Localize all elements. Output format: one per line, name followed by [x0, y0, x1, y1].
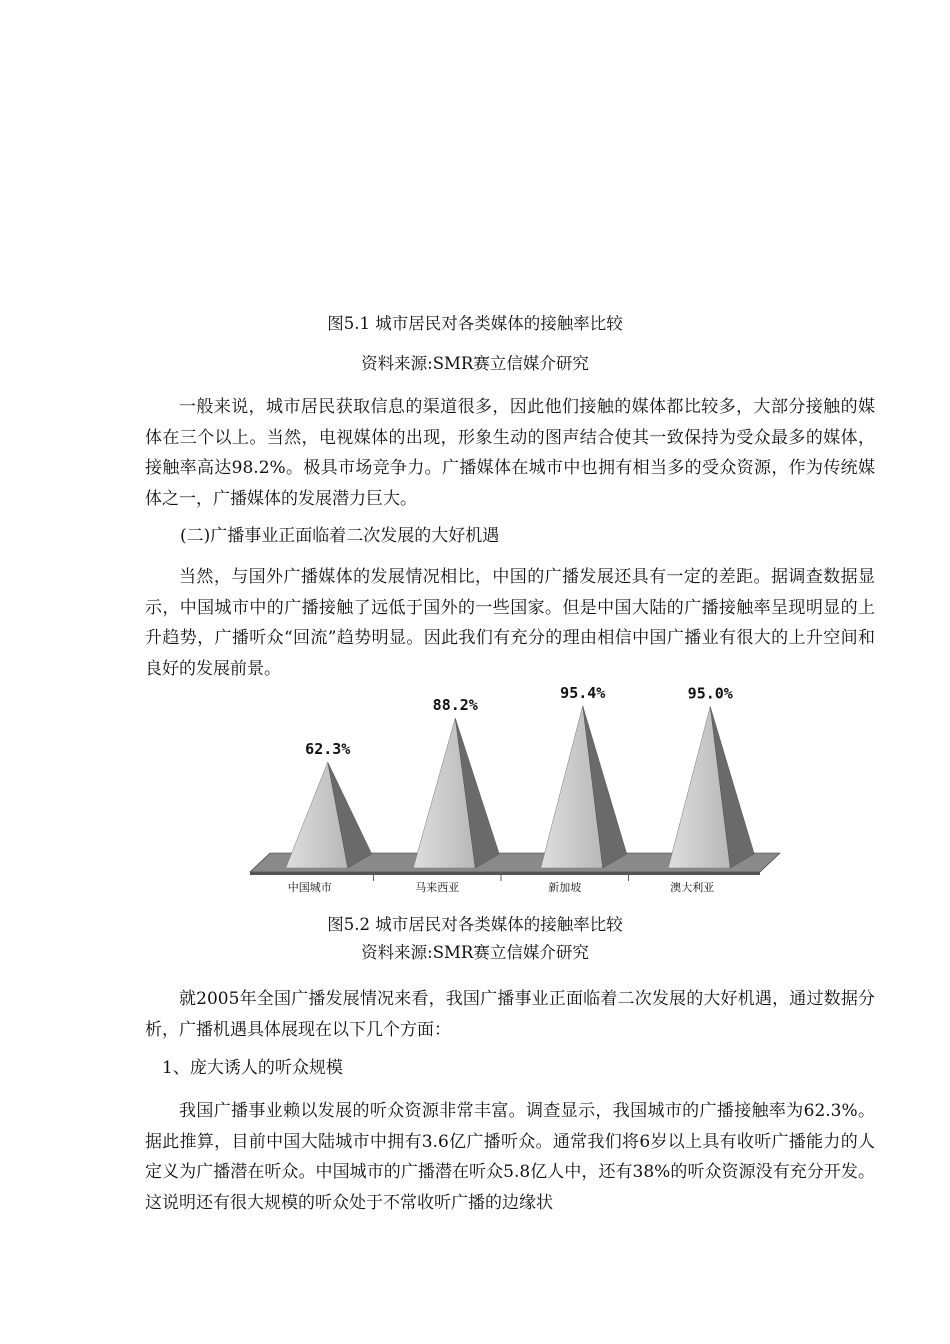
category-label-4: 澳大利亚 [670, 881, 715, 894]
value-label-3: 95.4% [560, 683, 606, 702]
figure-source-5-1: 资料来源:SMR赛立信媒介研究 [361, 354, 589, 373]
pyramid-chart [250, 683, 780, 900]
section-heading-2: (二)广播事业正面临着二次发展的大好机遇 [180, 526, 500, 546]
chart-floor-edge [250, 872, 760, 875]
paragraph-media-contact: 一般来说，城市居民获取信息的渠道很多，因此他们接触的媒体都比较多，大部分接触的媒体在三个以上。当然，电视媒体的出现，形象生动的图声结合使其一致保持为受众最多的媒体，接触率高达98.2%。极具市场竞争力。广播媒体在城市中也拥有相当多的受众资源，作为传统媒体之一，广播媒体的发展潜力巨大。 [145, 397, 875, 509]
paragraph-listener-resources: 我国广播事业赖以发展的听众资源非常丰富。调查显示，我国城市的广播接触率为62.3%。据此推算，目前中国大陆城市中拥有3.6亿广播听众。通常我们将6岁以上具有收听广播能力的人定义为广播潜在听众。中国城市的广播潜在听众5.8亿人中，还有38%的听众资源没有充分开发。这说明还有很大规模的听众处于不常收听广播的边缘状 [145, 1101, 875, 1213]
section-heading-listener-scale: 1、庞大诱人的听众规模 [162, 1058, 343, 1078]
category-label-1: 中国城市 [287, 881, 332, 894]
value-label-1: 62.3% [305, 740, 351, 759]
category-label-3: 新加坡 [548, 881, 582, 894]
category-label-2: 马来西亚 [415, 881, 460, 894]
value-label-4: 95.0% [687, 684, 733, 703]
value-label-2: 88.2% [432, 696, 478, 715]
figure-caption-5-1: 图5.1 城市居民对各类媒体的接触率比较 [327, 314, 623, 333]
paragraph-2005-overview: 就2005年全国广播发展情况来看，我国广播事业正面临着二次发展的大好机遇，通过数据分析，广播机遇具体展现在以下几个方面： [145, 989, 875, 1040]
figure-caption-5-2: 图5.2 城市居民对各类媒体的接触率比较 [327, 915, 623, 934]
figure-source-5-2: 资料来源:SMR赛立信媒介研究 [361, 943, 589, 962]
paragraph-foreign-comparison: 当然，与国外广播媒体的发展情况相比，中国的广播发展还具有一定的差距。据调查数据显示，中国城市中的广播接触了远低于国外的一些国家。但是中国大陆的广播接触率呈现明显的上升趋势，广播听众“回流”趋势明显。因此我们有充分的理由相信中国广播业有很大的上升空间和良好的发展前景。 [145, 567, 875, 679]
